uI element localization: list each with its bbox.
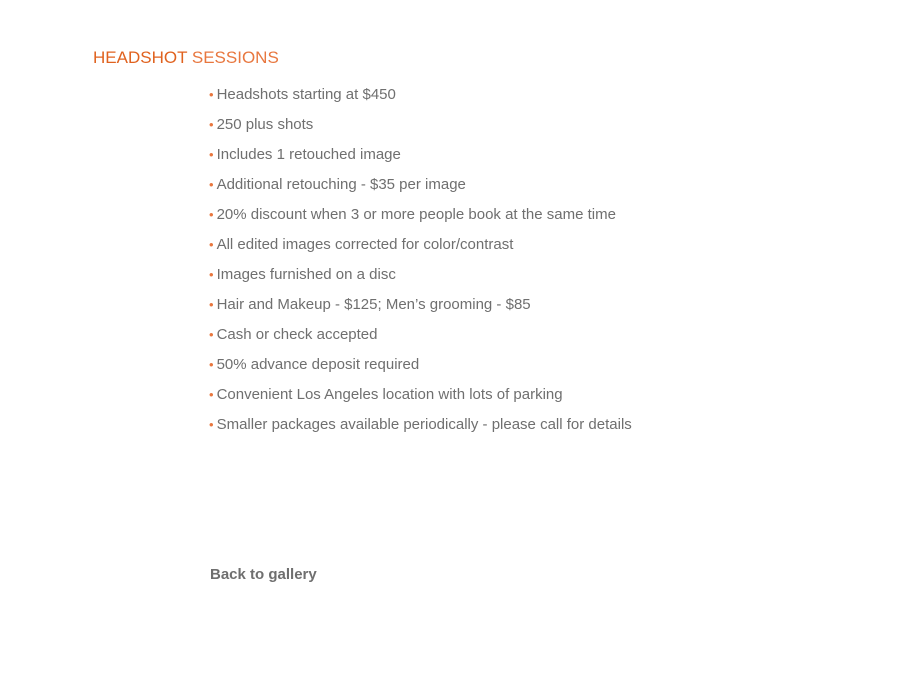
list-item-text: Hair and Makeup - $125; Men’s grooming - $85 [216, 296, 531, 313]
list-item-text: Images furnished on a disc [216, 266, 396, 283]
list-item [209, 325, 632, 355]
list-item [209, 235, 632, 265]
back-to-gallery-link[interactable]: Back to gallery [210, 566, 317, 583]
list-item [209, 85, 632, 115]
list-item [209, 415, 632, 445]
list-item [209, 295, 632, 325]
bullet-icon: • [209, 87, 214, 102]
bullet-icon: • [209, 117, 214, 132]
list-item-text: Additional retouching - $35 per image [216, 176, 466, 193]
list-item-text: Includes 1 retouched image [216, 146, 401, 163]
page-title-rest: SESSIONS [187, 48, 279, 67]
list-item [209, 205, 632, 235]
list-item-text: 250 plus shots [216, 116, 314, 133]
list-item [209, 175, 632, 205]
list-item [209, 355, 632, 385]
bullet-icon: • [209, 357, 214, 372]
bullet-icon: • [209, 327, 214, 342]
list-item-text: All edited images corrected for color/contrast [216, 236, 514, 253]
bullet-icon: • [209, 417, 214, 432]
bullet-icon: • [209, 267, 214, 282]
bullet-icon: • [209, 387, 214, 402]
list-item [209, 385, 632, 415]
list-item-text: Convenient Los Angeles location with lots of parking [216, 386, 563, 403]
bullet-icon: • [209, 207, 214, 222]
page-title-strong: HEADSHOT [93, 48, 188, 67]
list-item-text: Cash or check accepted [216, 326, 378, 343]
bullet-icon: • [209, 177, 214, 192]
list-item [209, 115, 632, 145]
list-item [209, 265, 632, 295]
list-item-text: Headshots starting at $450 [216, 86, 396, 103]
list-item [209, 145, 632, 175]
list-item-text: Smaller packages available periodically - please call for details [216, 416, 632, 433]
bullet-icon: • [209, 297, 214, 312]
list-item-text: 50% advance deposit required [216, 356, 420, 373]
list-item-text: 20% discount when 3 or more people book at the same time [216, 206, 616, 223]
bullet-icon: • [209, 147, 214, 162]
page-title [93, 48, 279, 68]
session-details-list [209, 85, 632, 445]
bullet-icon: • [209, 237, 214, 252]
